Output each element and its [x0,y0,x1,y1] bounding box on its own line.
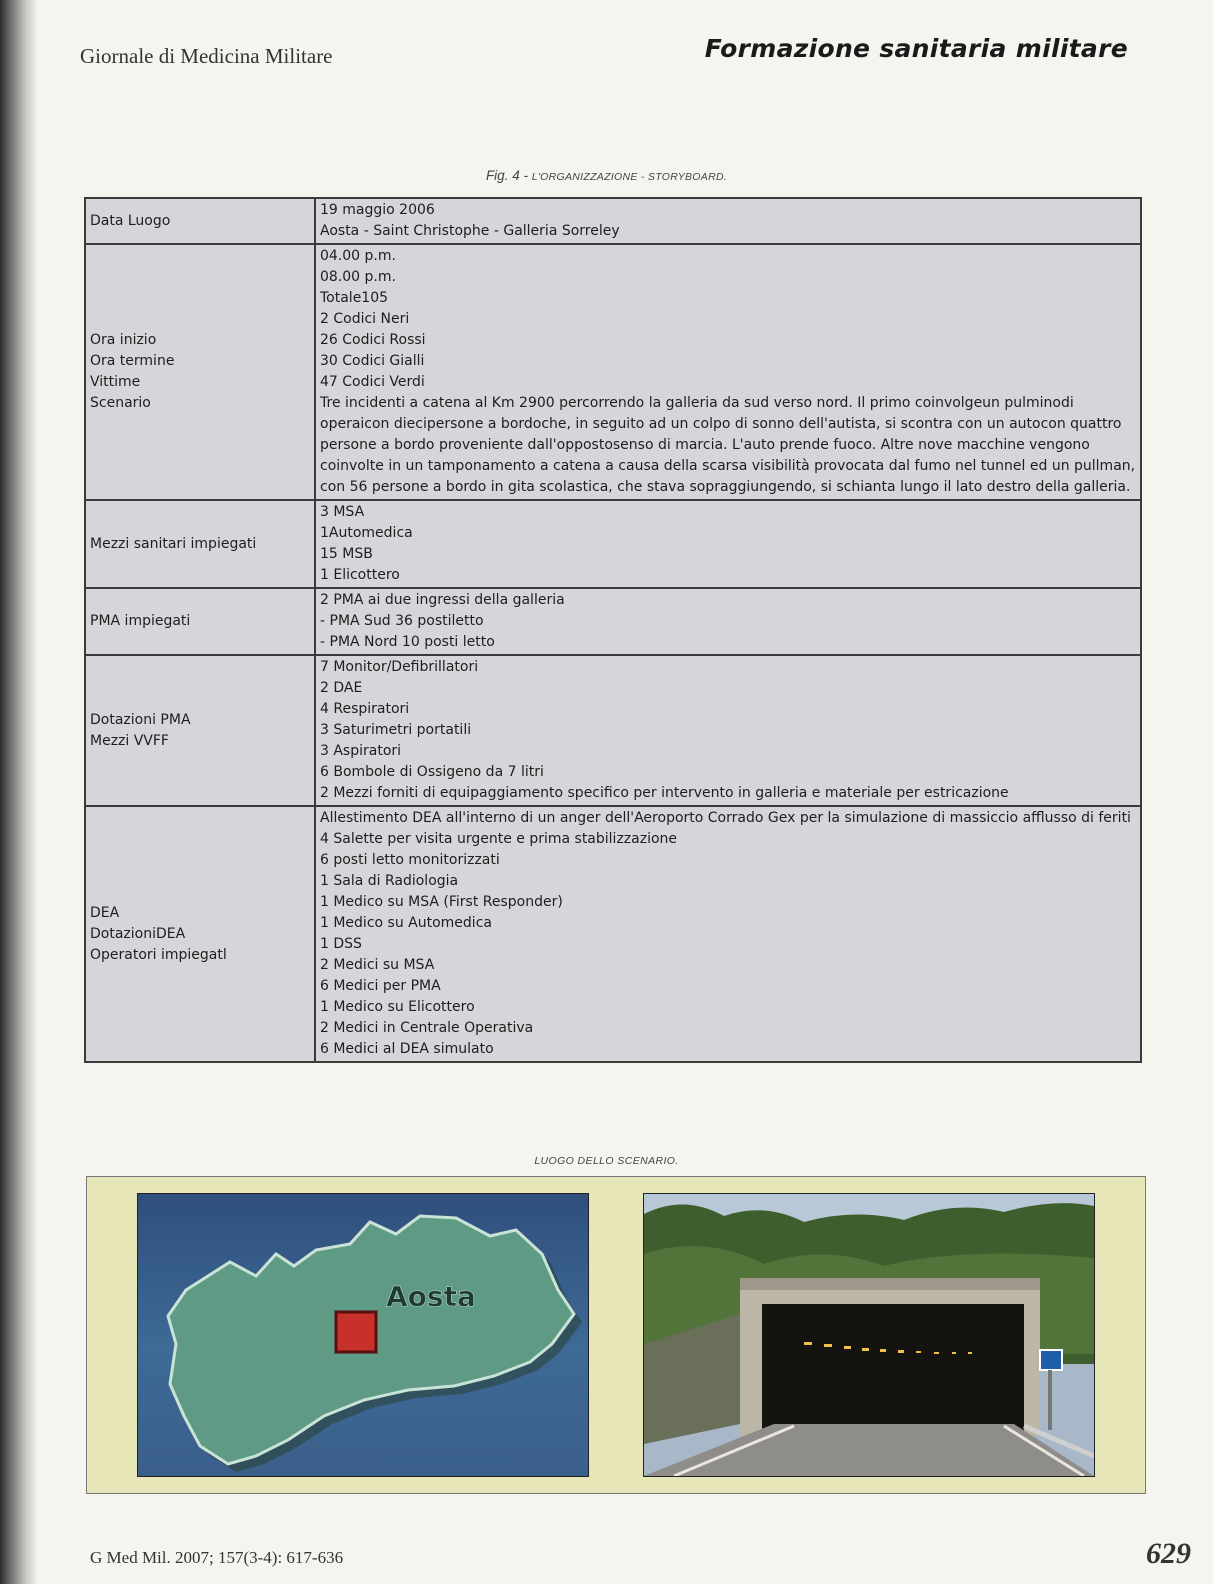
table-row [85,198,1141,244]
row-value-line: Allestimento DEA all'interno di un anger dell'Aeroporto Corrado Gex per la simulazione di massiccio afflusso di feriti [320,810,1131,826]
storyboard-table [84,197,1142,1063]
page-number: 629 [1146,1537,1191,1570]
row-label: DEA [90,904,120,921]
row-value-line: 1 Elicottero [320,567,400,583]
row-value-line: 1 Medico su Elicottero [320,999,475,1015]
row-value-cell [315,655,1141,806]
binding-shadow [0,0,38,1584]
table-row [85,806,1141,1062]
row-value-cell [315,500,1141,588]
row-value-line: 15 MSB [320,546,373,562]
row-value-line: 2 Codici Neri [320,311,410,327]
tunnel-photo [643,1193,1095,1477]
row-label: PMA impiegati [90,613,191,629]
row-value-line: 4 Salette per visita urgente e prima stabilizzazione [320,831,678,847]
row-value-line: 1 DSS [320,936,362,952]
row-label: Vittime [90,374,141,390]
row-value-line: 47 Codici Verdi [320,374,425,390]
row-value-line: 7 Monitor/Defibrillatori [320,659,479,675]
section-title: Formazione sanitaria militare [704,34,1128,63]
figure-caption-text: L'ORGANIZZAZIONE - STORYBOARD. [531,171,728,183]
row-value-line: 1Automedica [320,525,413,541]
row-value-line: 6 Bombole di Ossigeno da 7 litri [320,764,544,780]
row-value-cell [315,806,1141,1062]
row-label: Mezzi VVFF [90,732,169,749]
storyboard-body [85,198,1141,1062]
row-value-line: 6 Medici al DEA simulato [320,1041,494,1057]
figure-caption [0,168,1213,183]
row-value-line: Totale105 [320,290,389,306]
row-label: Mezzi sanitari impiegati [90,535,257,552]
row-value-cell [315,198,1141,244]
row-value-line: 19 maggio 2006 [320,202,435,218]
table-row [85,500,1141,588]
row-value-line: 1 Sala di Radiologia [320,873,459,889]
row-label: DotazioniDEA [90,925,186,942]
row-value-line: - PMA Sud 36 postiletto [320,613,484,629]
tunnel-photo-drawing [644,1194,1094,1476]
row-label: Data Luogo [90,212,171,229]
aosta-marker [336,1312,376,1352]
row-label-cell [85,244,315,500]
row-value-line: 4 Respiratori [320,701,410,717]
row-value-line: 2 Mezzi forniti di equipaggiamento specifico per intervento in galleria e materiale per estricazione [320,785,1009,801]
row-label-cell [85,655,315,806]
figure-prefix: Fig. 4 - [485,168,532,183]
row-value-line: 04.00 p.m. [320,248,396,264]
row-label: Operatori impiegatl [90,946,227,963]
row-value-line: 3 MSA [320,504,365,520]
tunnel-opening [762,1304,1024,1436]
table-row [85,244,1141,500]
row-value-line: 2 Medici su MSA [320,957,435,973]
row-value-line: Aosta - Saint Christophe - Galleria Sorreley [320,223,620,239]
journal-title: Giornale di Medicina Militare [80,44,333,68]
aosta-label: Aosta [386,1280,476,1313]
row-value-line: 08.00 p.m. [320,269,396,285]
row-value-line: - PMA Nord 10 posti letto [320,634,495,650]
row-value-line: 1 Medico su MSA (First Responder) [320,894,563,910]
row-value-line: 1 Medico su Automedica [320,915,492,931]
aosta-map-drawing [138,1194,588,1476]
row-value-line: 30 Codici Gialli [320,353,425,369]
row-label-cell [85,198,315,244]
row-value-line: 2 Medici in Centrale Operativa [320,1020,534,1036]
row-value-line: 3 Aspiratori [320,743,402,759]
table-row [85,588,1141,655]
row-value-cell [315,244,1141,500]
row-label-cell [85,588,315,655]
scenario-text: Tre incidenti a catena al Km 2900 percorrendo la galleria da sud verso nord. Il primo coinvolgeun pulminodi operaicon diecipersone a bordoche, in seguito ad un colpo di sonno dell'autista, si scontra con un autocon quattro persone a bordo proveniente dall'oppostosenso di marcia. L'auto prende fuoco. Altre nove macchine vengono coinvolte in un tamponamento a catena a causa della scarsa visibilità provocata dal fumo nel tunnel ed un pullman, con 56 persone a bordo in gita scolastica, che stava sopraggiungendo, si schianta lungo il lato destro della galleria. [320,395,1136,495]
aosta-map [137,1193,589,1477]
photos-caption: LUOGO DELLO SCENARIO. [534,1155,679,1167]
row-label: Dotazioni PMA [90,711,191,728]
row-value-line: 2 PMA ai due ingressi della galleria [320,592,565,608]
row-label: Scenario [90,395,151,411]
row-value-line: 2 DAE [320,680,363,696]
row-label-cell [85,500,315,588]
road-sign [1040,1350,1062,1370]
row-value-line: 3 Saturimetri portatili [320,722,472,738]
citation: G Med Mil. 2007; 157(3-4): 617-636 [90,1548,344,1567]
row-label-cell [85,806,315,1062]
row-value-cell [315,588,1141,655]
row-label: Ora inizio [90,332,157,348]
row-value-line: 26 Codici Rossi [320,332,426,348]
row-label: Ora termine [90,353,175,369]
photos-panel [86,1176,1146,1494]
table-row [85,655,1141,806]
row-value-line: 6 posti letto monitorizzati [320,852,500,868]
row-value-line: 6 Medici per PMA [320,978,441,994]
